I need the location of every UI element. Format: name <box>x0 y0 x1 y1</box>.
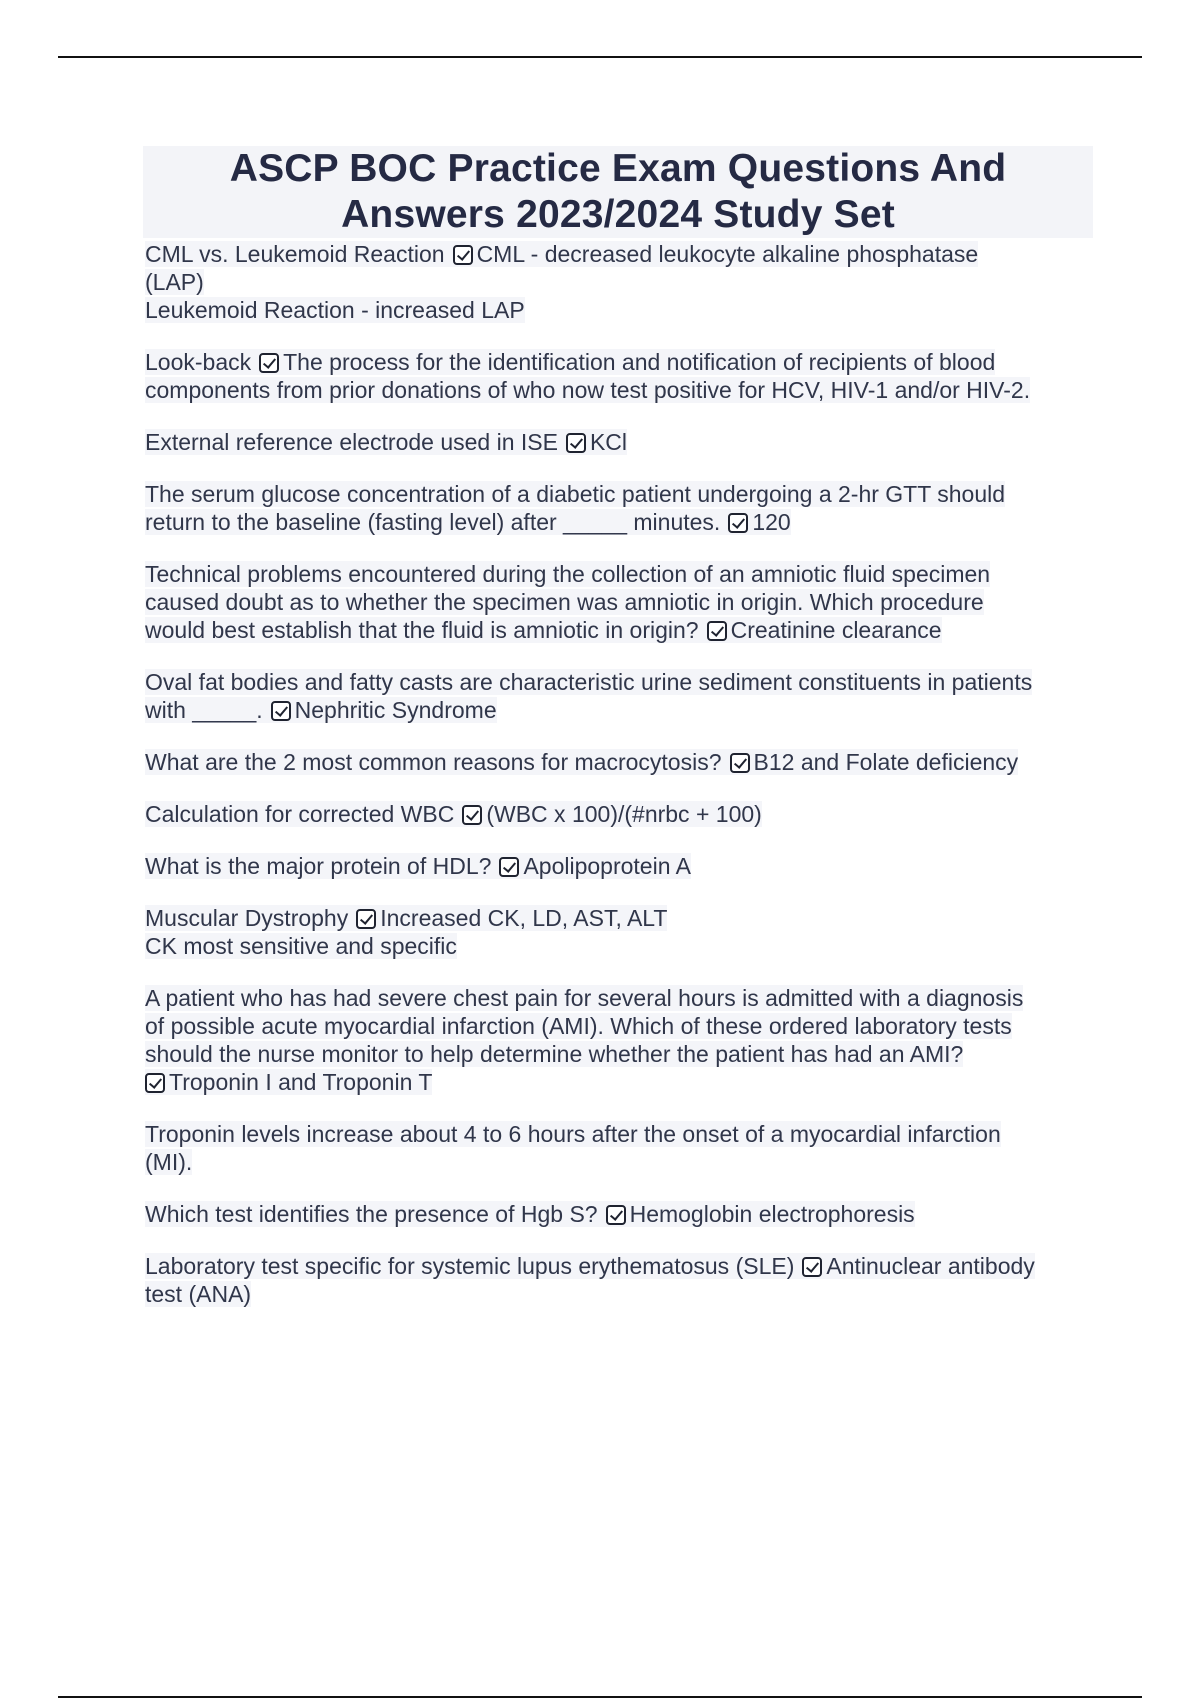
page-title-line-1: ASCP BOC Practice Exam Questions And <box>229 147 1007 190</box>
question-text: Muscular Dystrophy <box>145 905 349 931</box>
question-text: Calculation for corrected WBC <box>145 801 455 827</box>
checkbox-icon <box>730 753 750 773</box>
qa-item <box>145 1120 1095 1176</box>
answer-extra: Leukemoid Reaction - increased LAP <box>145 297 525 323</box>
qa-item <box>145 984 1095 1096</box>
qa-item <box>145 1200 1095 1228</box>
bottom-rule <box>58 1696 1142 1698</box>
question-text: Oval fat bodies and fatty casts are characteristic urine sediment constituents in patients <box>145 669 1033 695</box>
answer-text: B12 and Folate deficiency <box>753 749 1019 775</box>
checkbox-icon <box>802 1257 822 1277</box>
question-text: Which test identifies the presence of Hgb S? <box>145 1201 598 1227</box>
qa-item <box>145 428 1095 456</box>
title-block <box>143 146 1093 238</box>
question-text: Laboratory test specific for systemic lupus erythematosus (SLE) <box>145 1253 795 1279</box>
question-text: What is the major protein of HDL? <box>145 853 492 879</box>
question-text: What are the 2 most common reasons for macrocytosis? <box>145 749 722 775</box>
qa-item <box>145 668 1095 724</box>
qa-item <box>145 480 1095 536</box>
checkbox-icon <box>453 245 473 265</box>
answer-text: 120 <box>752 509 791 535</box>
answer-text: Troponin I and Troponin T <box>169 1069 433 1095</box>
page-title-line-2: Answers 2023/2024 Study Set <box>341 193 895 236</box>
qa-item <box>145 348 1095 404</box>
question-text-cont-2: should the nurse monitor to help determine whether the patient has had an AMI? <box>145 1041 964 1067</box>
question-text: The serum glucose concentration of a diabetic patient undergoing a 2-hr GTT should <box>145 481 1006 507</box>
answer-extra: CK most sensitive and specific <box>145 933 457 959</box>
qa-item <box>145 748 1095 776</box>
checkbox-icon <box>499 857 519 877</box>
checkbox-icon <box>271 701 291 721</box>
question-text-cont: return to the baseline (fasting level) after _____ minutes. <box>145 509 721 535</box>
question-text-cont: with _____. <box>145 697 263 723</box>
answer-text-cont: components from prior donations of who now test positive for HCV, HIV-1 and/or HIV-2. <box>145 377 1031 403</box>
qa-item <box>145 852 1095 880</box>
qa-item <box>145 800 1095 828</box>
answer-text-cont: (LAP) <box>145 269 204 295</box>
answer-text: Apolipoprotein A <box>523 853 691 879</box>
qa-list <box>145 240 1095 1332</box>
question-text: Troponin levels increase about 4 to 6 hours after the onset of a myocardial infarction <box>145 1121 1001 1147</box>
checkbox-icon <box>145 1073 165 1093</box>
answer-text: KCl <box>589 429 628 455</box>
qa-item <box>145 904 1095 960</box>
qa-item <box>145 1252 1095 1308</box>
qa-item <box>145 560 1095 644</box>
question-text: Look-back <box>145 349 252 375</box>
question-text: External reference electrode used in ISE <box>145 429 558 455</box>
question-text-cont: (MI). <box>145 1149 193 1175</box>
question-text-cont: caused doubt as to whether the specimen was amniotic in origin. Which procedure <box>145 589 984 615</box>
answer-text: Antinuclear antibody <box>826 1253 1035 1279</box>
checkbox-icon <box>356 909 376 929</box>
checkbox-icon <box>462 805 482 825</box>
checkbox-icon <box>707 621 727 641</box>
checkbox-icon <box>259 353 279 373</box>
checkbox-icon <box>606 1205 626 1225</box>
question-text: A patient who has had severe chest pain for several hours is admitted with a diagnosis <box>145 985 1024 1011</box>
qa-item <box>145 240 1095 324</box>
question-text-cont-2: would best establish that the fluid is amniotic in origin? <box>145 617 699 643</box>
question-text-cont: of possible acute myocardial infarction (AMI). Which of these ordered laboratory tests <box>145 1013 1012 1039</box>
answer-text: The process for the identification and notification of recipients of blood <box>283 349 996 375</box>
checkbox-icon <box>728 513 748 533</box>
question-text: Technical problems encountered during the collection of an amniotic fluid specimen <box>145 561 991 587</box>
answer-text-cont: test (ANA) <box>145 1281 252 1307</box>
answer-text: Creatinine clearance <box>730 617 942 643</box>
answer-text: (WBC x 100)/(#nrbc + 100) <box>486 801 762 827</box>
checkbox-icon <box>566 433 586 453</box>
answer-text: Increased CK, LD, AST, ALT <box>380 905 668 931</box>
answer-text: CML - decreased leukocyte alkaline phosphatase <box>476 241 979 267</box>
answer-text: Nephritic Syndrome <box>294 697 497 723</box>
top-rule <box>58 56 1142 58</box>
answer-text: Hemoglobin electrophoresis <box>629 1201 915 1227</box>
question-text: CML vs. Leukemoid Reaction <box>145 241 445 267</box>
